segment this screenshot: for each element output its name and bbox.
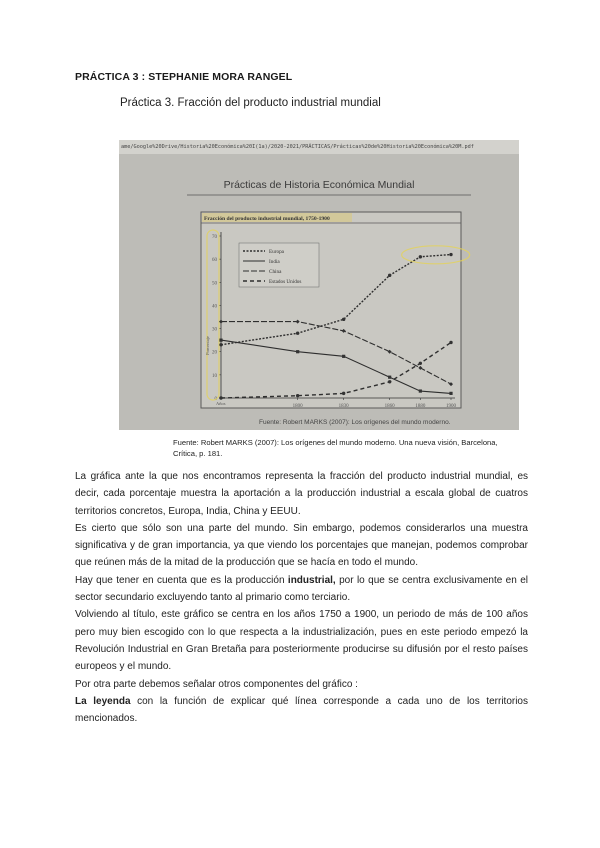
paragraph-3: [75, 572, 528, 607]
data-point-europa: [219, 343, 222, 346]
x-tick-label: 1880: [415, 404, 426, 409]
data-point-india: [388, 376, 391, 379]
industrial-bold: industrial,: [287, 574, 336, 586]
paragraph-3-start: Hay que tener en cuenta que es la producción: [75, 574, 288, 586]
paragraph-2: Es cierto que sólo son una parte del mundo. Sin embargo, podemos considerarlos una muestra significativa y de gran importancia, ya que viendo los porcentajes que manejan, podemos comprobar que reúnen más de la mitad de la producción que se hacía en todo el mundo.: [75, 522, 528, 569]
data-point-india: [449, 392, 452, 395]
y-tick-label: 30: [212, 327, 217, 333]
data-point-india: [296, 350, 299, 353]
page-heading: PRÁCTICA 3 : STEPHANIE MORA RANGEL: [75, 71, 293, 83]
chart-title: Fracción del producto industrial mundial, 1750-1900: [204, 216, 330, 222]
figure-caption: Fuente: Robert MARKS (2007): Los orígenes del mundo moderno. Una nueva visión, Barcelona, Crítica, p. 181.: [173, 438, 498, 458]
data-point-estados-unidos: [388, 380, 391, 383]
paragraph-1: La gráfica ante la que nos encontramos representa la fracción del producto industrial mundial, es decir, cada porcentaje muestra la aportación a la producción industrial a escala global de cuatros territorios concretos, Europa, India, China y EEUU.: [75, 471, 528, 517]
data-point-estados-unidos: [419, 362, 422, 365]
line-chart: [119, 140, 519, 430]
data-point-india: [419, 389, 422, 392]
data-point-estados-unidos: [219, 396, 222, 399]
photo-url-bar: ame/Google%20Drive/Historia%20Económica%20I(1a)/2020-2021/PRÁCTICAS/Prácticas%20de%20Historia%20Económica%20M.pdf: [119, 140, 519, 154]
y-tick-label: 40: [212, 304, 217, 310]
data-point-europa: [388, 274, 391, 277]
data-point-europa: [342, 318, 345, 321]
legend-label-china: China: [269, 269, 282, 275]
y-axis-label: Porcentaje: [205, 336, 210, 355]
book-header: Prácticas de Historia Económica Mundial: [223, 179, 415, 191]
paragraph-3-end: por lo que se centra exclusivamente en el sector secundario excluyendo tanto al primario como terciario.: [75, 574, 528, 604]
data-point-estados-unidos: [449, 341, 452, 344]
y-tick-label: 0: [214, 397, 217, 402]
y-tick-label: 60: [212, 258, 217, 264]
data-point-india: [342, 355, 345, 358]
photo-source-line: Fuente: Robert MARKS (2007): Los orígenes del mundo moderno.: [259, 419, 451, 426]
legend-label-india: India: [269, 259, 280, 265]
body-text: [75, 468, 528, 727]
paragraph-5: Por otra parte debemos señalar otros componentes del gráfico :: [75, 678, 358, 690]
data-point-estados-unidos: [296, 394, 299, 397]
data-point-europa: [449, 253, 452, 256]
practice-subtitle: Práctica 3. Fracción del producto industrial mundial: [120, 97, 381, 109]
y-tick-label: 70: [212, 235, 217, 240]
x-tick-label: 1900: [446, 404, 456, 409]
paragraph-6: [75, 693, 528, 728]
x-tick-label: 1800: [292, 404, 303, 409]
y-tick-label: 50: [212, 281, 217, 287]
x-tick-label: 1860: [384, 404, 395, 409]
x-axis-label: Años: [216, 401, 226, 406]
data-point-estados-unidos: [342, 392, 345, 395]
data-point-europa: [419, 255, 422, 258]
y-tick-label: 10: [212, 373, 217, 379]
paragraph-4: Volviendo al título, este gráfico se centra en los años 1750 a 1900, un periodo de más de 100 años pero muy bien escogido con lo que respecta a la industrialización, pues en este periodo empezó la Revolución Industrial en Gran Bretaña para posteriormente producirse su difusión por el resto países europeos y el mundo.: [75, 609, 528, 673]
data-point-europa: [296, 332, 299, 335]
chart-photo: [119, 140, 519, 430]
paragraph-6-end: con la función de explicar qué línea corresponde a cada uno de los territorios mencionados.: [75, 695, 528, 725]
y-tick-label: 20: [212, 350, 217, 356]
x-tick-label: 1830: [338, 404, 349, 409]
legend-label-estados-unidos: Estados Unidos: [269, 279, 302, 285]
leyenda-bold: La leyenda: [75, 695, 131, 707]
data-point-india: [219, 339, 222, 342]
chart-frame: [201, 212, 461, 408]
legend-label-europa: Europa: [269, 249, 284, 255]
